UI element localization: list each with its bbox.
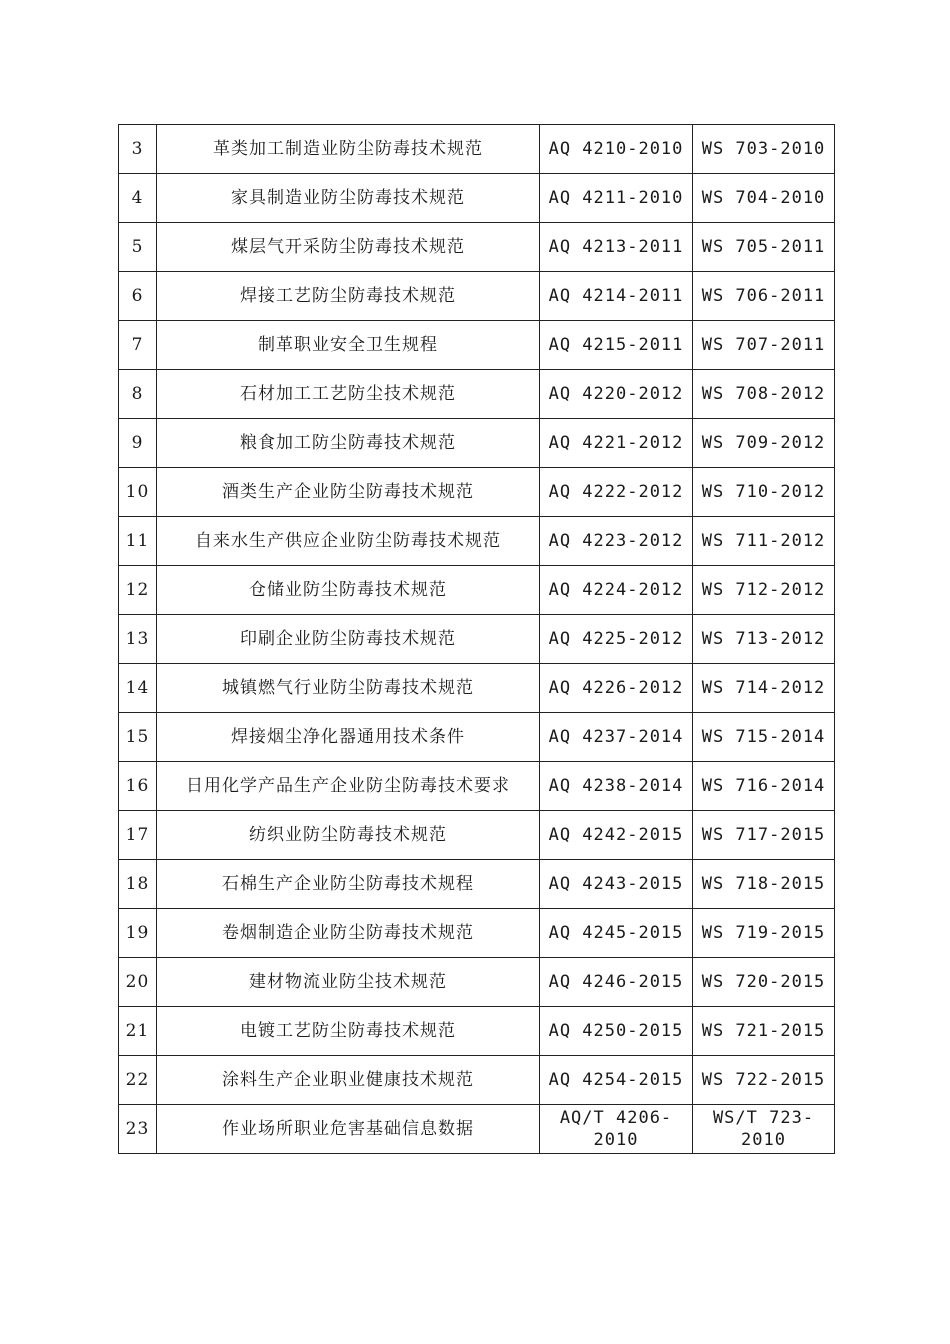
ws-code-cell — [693, 419, 835, 468]
aq-code-cell — [540, 125, 693, 174]
ws-code-cell — [693, 1105, 835, 1154]
ws-code-cell — [693, 860, 835, 909]
ws-code-cell-text: WS 709-2012 — [701, 433, 826, 453]
aq-code-cell — [540, 615, 693, 664]
aq-code-cell-text: AQ 4224-2012 — [548, 580, 684, 600]
row-number-cell — [119, 1007, 157, 1056]
row-number-cell — [119, 909, 157, 958]
aq-code-cell — [540, 762, 693, 811]
standard-name-cell-text: 涂料生产企业职业健康技术规范 — [222, 1070, 474, 1090]
aq-code-cell-text: AQ 4245-2015 — [548, 923, 684, 943]
aq-code-cell-text: AQ 4246-2015 — [548, 972, 684, 992]
aq-code-cell-text: AQ 4213-2011 — [548, 237, 684, 257]
standard-name-cell-text: 石棉生产企业防尘防毒技术规程 — [222, 874, 474, 894]
standard-name-cell-text: 石材加工工艺防尘技术规范 — [240, 384, 456, 404]
ws-code-cell — [693, 321, 835, 370]
ws-code-cell — [693, 468, 835, 517]
ws-code-cell — [693, 713, 835, 762]
standard-name-cell-text: 粮食加工防尘防毒技术规范 — [240, 433, 456, 453]
row-number-cell-text: 15 — [125, 727, 150, 747]
row-number-cell — [119, 958, 157, 1007]
aq-code-cell-text: AQ 4254-2015 — [548, 1070, 684, 1090]
standard-name-cell — [157, 860, 540, 909]
ws-code-cell-text: WS 706-2011 — [701, 286, 826, 306]
aq-code-cell — [540, 664, 693, 713]
aq-code-cell — [540, 811, 693, 860]
ws-code-cell — [693, 1007, 835, 1056]
aq-code-cell-text: AQ 4242-2015 — [548, 825, 684, 845]
standard-name-cell — [157, 272, 540, 321]
row-number-cell — [119, 713, 157, 762]
ws-code-cell-text: WS 721-2015 — [701, 1021, 826, 1041]
row-number-cell — [119, 468, 157, 517]
ws-code-cell — [693, 762, 835, 811]
ws-code-cell — [693, 909, 835, 958]
standard-name-cell-text: 仓储业防尘防毒技术规范 — [249, 580, 447, 600]
row-number-cell — [119, 370, 157, 419]
row-number-cell — [119, 125, 157, 174]
standard-name-cell — [157, 517, 540, 566]
row-number-cell — [119, 1105, 157, 1154]
standard-name-cell — [157, 909, 540, 958]
table-row — [119, 811, 835, 860]
standard-name-cell — [157, 223, 540, 272]
aq-code-cell — [540, 909, 693, 958]
ws-code-cell-text: WS 711-2012 — [701, 531, 826, 551]
aq-code-cell — [540, 958, 693, 1007]
ws-code-cell-text: WS 704-2010 — [701, 188, 826, 208]
table-row — [119, 517, 835, 566]
row-number-cell-text: 17 — [125, 825, 150, 845]
table-row — [119, 1105, 835, 1154]
row-number-cell-text: 9 — [131, 433, 144, 453]
standard-name-cell-text: 城镇燃气行业防尘防毒技术规范 — [222, 678, 474, 698]
standard-name-cell-text: 煤层气开采防尘防毒技术规范 — [231, 237, 465, 257]
aq-code-cell-text: AQ 4214-2011 — [548, 286, 684, 306]
ws-code-cell — [693, 272, 835, 321]
standard-name-cell-text: 自来水生产供应企业防尘防毒技术规范 — [195, 531, 501, 551]
ws-code-cell-text: WS 722-2015 — [701, 1070, 826, 1090]
aq-code-cell — [540, 468, 693, 517]
table-row — [119, 958, 835, 1007]
aq-code-cell — [540, 370, 693, 419]
row-number-cell — [119, 762, 157, 811]
aq-code-cell-text: AQ 4223-2012 — [548, 531, 684, 551]
aq-code-cell — [540, 517, 693, 566]
ws-code-cell — [693, 517, 835, 566]
aq-code-cell-text: AQ 4225-2012 — [548, 629, 684, 649]
row-number-cell-text: 23 — [125, 1119, 150, 1139]
standard-name-cell — [157, 174, 540, 223]
standard-name-cell-text: 革类加工制造业防尘防毒技术规范 — [213, 139, 483, 159]
aq-code-cell-text: AQ 4211-2010 — [548, 188, 684, 208]
row-number-cell — [119, 811, 157, 860]
table-row — [119, 370, 835, 419]
aq-code-cell-text: AQ 4220-2012 — [548, 384, 684, 404]
standard-name-cell — [157, 615, 540, 664]
standard-name-cell — [157, 419, 540, 468]
standard-name-cell — [157, 762, 540, 811]
standard-name-cell — [157, 664, 540, 713]
aq-code-cell — [540, 321, 693, 370]
standard-name-cell-text: 作业场所职业危害基础信息数据 — [222, 1119, 474, 1139]
table-row — [119, 909, 835, 958]
standard-name-cell-text: 纺织业防尘防毒技术规范 — [249, 825, 447, 845]
table-row — [119, 125, 835, 174]
row-number-cell-text: 21 — [125, 1021, 150, 1041]
aq-code-cell-text: AQ 4210-2010 — [548, 139, 684, 159]
standard-name-cell — [157, 958, 540, 1007]
table-row — [119, 174, 835, 223]
ws-code-cell — [693, 370, 835, 419]
standard-name-cell-text: 建材物流业防尘技术规范 — [249, 972, 447, 992]
standard-name-cell — [157, 321, 540, 370]
row-number-cell-text: 20 — [125, 972, 150, 992]
row-number-cell — [119, 615, 157, 664]
row-number-cell — [119, 272, 157, 321]
ws-code-cell-text: WS 705-2011 — [701, 237, 826, 257]
row-number-cell-text: 14 — [125, 678, 150, 698]
aq-code-cell — [540, 272, 693, 321]
row-number-cell-text: 16 — [125, 776, 150, 796]
ws-code-cell-text: WS 716-2014 — [701, 776, 826, 796]
row-number-cell-text: 4 — [131, 188, 144, 208]
ws-code-cell-text: WS 703-2010 — [701, 139, 826, 159]
standard-name-cell — [157, 1056, 540, 1105]
ws-code-cell — [693, 1056, 835, 1105]
row-number-cell-text: 18 — [125, 874, 150, 894]
aq-code-cell-text: AQ 4243-2015 — [548, 874, 684, 894]
standard-name-cell-text: 焊接工艺防尘防毒技术规范 — [240, 286, 456, 306]
row-number-cell — [119, 566, 157, 615]
standard-name-cell-text: 电镀工艺防尘防毒技术规范 — [240, 1021, 456, 1041]
row-number-cell — [119, 860, 157, 909]
standard-name-cell-text: 日用化学产品生产企业防尘防毒技术要求 — [186, 776, 510, 796]
aq-code-cell — [540, 1007, 693, 1056]
standard-name-cell-text: 家具制造业防尘防毒技术规范 — [231, 188, 465, 208]
table-row — [119, 762, 835, 811]
row-number-cell-text: 13 — [125, 629, 150, 649]
row-number-cell — [119, 419, 157, 468]
aq-code-cell — [540, 419, 693, 468]
row-number-cell-text: 3 — [131, 139, 144, 159]
ws-code-cell-text: WS 715-2014 — [701, 727, 826, 747]
row-number-cell — [119, 223, 157, 272]
ws-code-cell — [693, 664, 835, 713]
aq-code-cell — [540, 223, 693, 272]
ws-code-cell-text: WS 708-2012 — [701, 384, 826, 404]
row-number-cell-text: 6 — [131, 286, 144, 306]
ws-code-cell-text: WS 713-2012 — [701, 629, 826, 649]
row-number-cell — [119, 1056, 157, 1105]
standard-name-cell — [157, 1007, 540, 1056]
aq-code-cell-text: AQ/T 4206-2010 — [559, 1108, 673, 1150]
row-number-cell-text: 7 — [131, 335, 144, 355]
table-row — [119, 272, 835, 321]
row-number-cell-text: 8 — [131, 384, 144, 404]
aq-code-cell-text: AQ 4237-2014 — [548, 727, 684, 747]
standard-name-cell-text: 卷烟制造企业防尘防毒技术规范 — [222, 923, 474, 943]
table-row — [119, 713, 835, 762]
standard-name-cell — [157, 468, 540, 517]
standard-name-cell-text: 焊接烟尘净化器通用技术条件 — [231, 727, 465, 747]
ws-code-cell-text: WS 720-2015 — [701, 972, 826, 992]
standard-name-cell — [157, 566, 540, 615]
aq-code-cell-text: AQ 4250-2015 — [548, 1021, 684, 1041]
standards-table — [118, 124, 835, 1154]
row-number-cell — [119, 517, 157, 566]
ws-code-cell — [693, 223, 835, 272]
standard-name-cell — [157, 713, 540, 762]
ws-code-cell-text: WS 710-2012 — [701, 482, 826, 502]
standard-name-cell — [157, 370, 540, 419]
row-number-cell — [119, 664, 157, 713]
aq-code-cell — [540, 174, 693, 223]
row-number-cell-text: 19 — [125, 923, 150, 943]
standard-name-cell-text: 制革职业安全卫生规程 — [258, 335, 438, 355]
aq-code-cell — [540, 1056, 693, 1105]
aq-code-cell-text: AQ 4221-2012 — [548, 433, 684, 453]
standard-name-cell-text: 印刷企业防尘防毒技术规范 — [240, 629, 456, 649]
ws-code-cell — [693, 174, 835, 223]
table-row — [119, 1007, 835, 1056]
row-number-cell-text: 10 — [125, 482, 150, 502]
ws-code-cell — [693, 958, 835, 1007]
aq-code-cell — [540, 713, 693, 762]
ws-code-cell-text: WS 717-2015 — [701, 825, 826, 845]
ws-code-cell-text: WS 718-2015 — [701, 874, 826, 894]
standards-table-body — [119, 125, 835, 1154]
aq-code-cell-text: AQ 4215-2011 — [548, 335, 684, 355]
aq-code-cell — [540, 1105, 693, 1154]
ws-code-cell-text: WS/T 723- 2010 — [712, 1108, 815, 1150]
aq-code-cell-text: AQ 4226-2012 — [548, 678, 684, 698]
ws-code-cell-text: WS 712-2012 — [701, 580, 826, 600]
ws-code-cell — [693, 566, 835, 615]
table-row — [119, 468, 835, 517]
standard-name-cell — [157, 811, 540, 860]
table-row — [119, 664, 835, 713]
aq-code-cell — [540, 860, 693, 909]
ws-code-cell-text: WS 714-2012 — [701, 678, 826, 698]
aq-code-cell-text: AQ 4238-2014 — [548, 776, 684, 796]
row-number-cell-text: 5 — [131, 237, 144, 257]
ws-code-cell-text: WS 719-2015 — [701, 923, 826, 943]
row-number-cell-text: 22 — [125, 1070, 150, 1090]
ws-code-cell-text: WS 707-2011 — [701, 335, 826, 355]
ws-code-cell — [693, 125, 835, 174]
aq-code-cell — [540, 566, 693, 615]
row-number-cell-text: 12 — [125, 580, 150, 600]
row-number-cell-text: 11 — [125, 531, 150, 551]
table-row — [119, 321, 835, 370]
table-row — [119, 860, 835, 909]
table-row — [119, 223, 835, 272]
row-number-cell — [119, 321, 157, 370]
aq-code-cell-text: AQ 4222-2012 — [548, 482, 684, 502]
table-row — [119, 419, 835, 468]
table-row — [119, 615, 835, 664]
standard-name-cell — [157, 1105, 540, 1154]
table-row — [119, 1056, 835, 1105]
ws-code-cell — [693, 811, 835, 860]
standard-name-cell — [157, 125, 540, 174]
standard-name-cell-text: 酒类生产企业防尘防毒技术规范 — [222, 482, 474, 502]
table-row — [119, 566, 835, 615]
ws-code-cell — [693, 615, 835, 664]
row-number-cell — [119, 174, 157, 223]
